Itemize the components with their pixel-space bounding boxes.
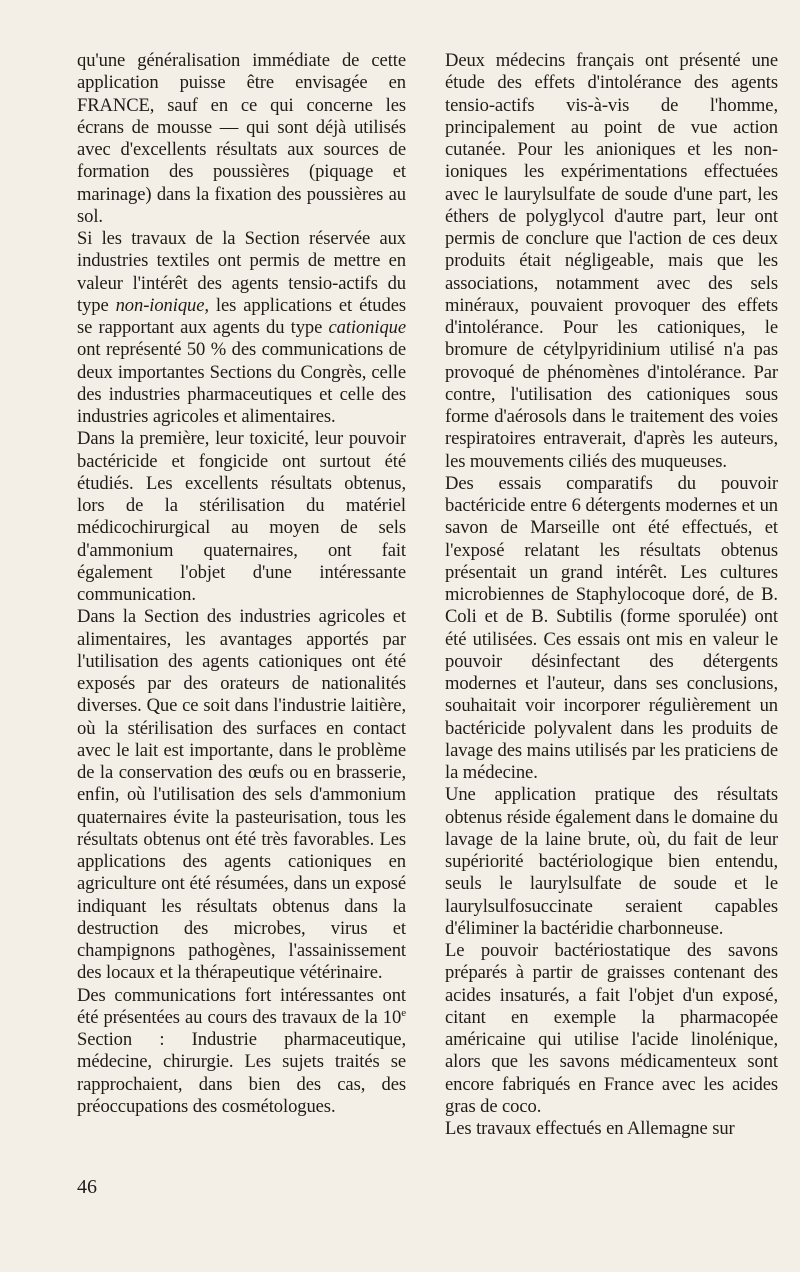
left-paragraph-4: Dans la Section des industries agricoles et alimentaires, les avantages apportés par l'utilisation des agents cationiques ont été exposés par des orateurs de nationalités diverses. Que ce soit dans l'industrie laitière, où la stérilisation des surfaces en contact avec le lait est importante, dans le problème de la conservation des œufs ou en brasserie, enfin, où l'utilisation des sels d'ammonium quaternaires évite la pasteurisation, tous les résultats obtenus ont été très favorables. Les applications des agents cationiques en agriculture ont été résumées, dans un exposé indiquant les résultats obtenus dans la destruction des microbes, virus et champignons pathogènes, l'assainissement des locaux et la thérapeutique vétérinaire. (77, 606, 406, 984)
left-p2-italic-non-ionique: non-ionique, (115, 294, 209, 316)
left-paragraph-5 (77, 985, 406, 1119)
left-p2-text-b: les applications et études se rapportant aux agents du type (77, 294, 406, 338)
left-p5-superscript: e (401, 1006, 406, 1019)
right-paragraph-2: Des essais comparatifs du pouvoir bactéricide entre 6 détergents modernes et un savon de Marseille ont été effectués, et l'exposé relatant les résultats obtenus présentait un grand intérêt. Les cultures microbiennes de Staphylocoque doré, de B. Coli et de B. Subtilis (forme sporulée) ont été utilisées. Ces essais ont mis en valeur le pouvoir désinfectant des détergents modernes et l'auteur, dans ses conclusions, souhaitait voir incorporer régulièrement un bactéricide polyvalent dans les produits de lavage des mains utilisés par les praticiens de la médecine. (445, 472, 778, 783)
left-paragraph-3: Dans la première, leur toxicité, leur pouvoir bactéricide et fongicide ont surtout été étudiés. Les excellents résultats obtenus, lors de la stérilisation du matériel médicochirurgical au moyen de sels d'ammonium quaternaires, ont fait également l'objet d'une intéressante communication. (77, 428, 406, 605)
left-paragraph-1: qu'une généralisation immédiate de cette application puisse être envisagée en FRANCE, sauf en ce qui concerne les écrans de mousse — qui sont déjà utilisés avec d'excellents résultats aux sources de formation des poussières (piquage et marinage) dans la fixation des poussières au sol. (77, 50, 406, 227)
left-p2-text-c: ont représenté 50 % des communications de deux importantes Sections du Congrès, celle des industries pharmaceutiques et celle des industries agricoles et alimentaires. (77, 339, 406, 427)
left-p2-text-a: Si les travaux de la Section réservée aux industries textiles ont permis de mettre en valeur l'intérêt des agents tensio-actifs du type (77, 228, 406, 316)
right-paragraph-1: Deux médecins français ont présenté une étude des effets d'intolérance des agents tensio-actifs vis-à-vis de l'homme, principalement au point de vue action cutanée. Pour les anioniques et les non-ioniques les expérimentations effectuées avec le laurylsulfate de soude d'une part, les éthers de polyglycol d'autre part, leur ont permis de conclure que l'action de ces deux produits était négligeable, mais que les associations, notamment avec des sels minéraux, pouvaient provoquer des effets d'intolérance. Pour les cationiques, le bromure de cétylpyridinium utilisé n'a pas provoqué de phénomènes d'intolérance. Par contre, l'utilisation des cationiques sous forme d'aérosols dans le traitement des voies respiratoires entraverait, d'après les auteurs, les mouvements ciliés des muqueuses. (445, 50, 778, 472)
left-paragraph-2 (77, 228, 406, 428)
left-p5-text-a: Des communications fort intéressantes ont été présentées au cours des travaux de la 10 (77, 984, 406, 1028)
right-paragraph-5: Les travaux effectués en Allemagne sur (445, 1118, 735, 1139)
right-column (445, 50, 778, 1140)
left-p5-text-b: Section : Industrie pharmaceutique, médecine, chirurgie. Les sujets traités se rapprochaient, dans bien des cas, des préoccupations des cosmétologues. (77, 1029, 406, 1117)
left-column (77, 50, 406, 1118)
left-p2-italic-cationique: cationique (328, 317, 406, 338)
right-paragraph-3: Une application pratique des résultats obtenus réside également dans le domaine du lavage de la laine brute, où, du fait de leur supériorité bactériologique bien entendu, seuls le laurylsulfate de soude et le laurylsulfosuccinate seraient capables d'éliminer la bactéridie charbonneuse. (445, 784, 778, 939)
page-number: 46 (77, 1176, 97, 1198)
right-paragraph-4: Le pouvoir bactériostatique des savons préparés à partir de graisses contenant des acides insaturés, a fait l'objet d'un exposé, citant en exemple la pharmacopée américaine qui utilise l'acide linolénique, alors que les savons médicamenteux sont encore fabriqués en France avec les acides gras de coco. (445, 940, 778, 1117)
